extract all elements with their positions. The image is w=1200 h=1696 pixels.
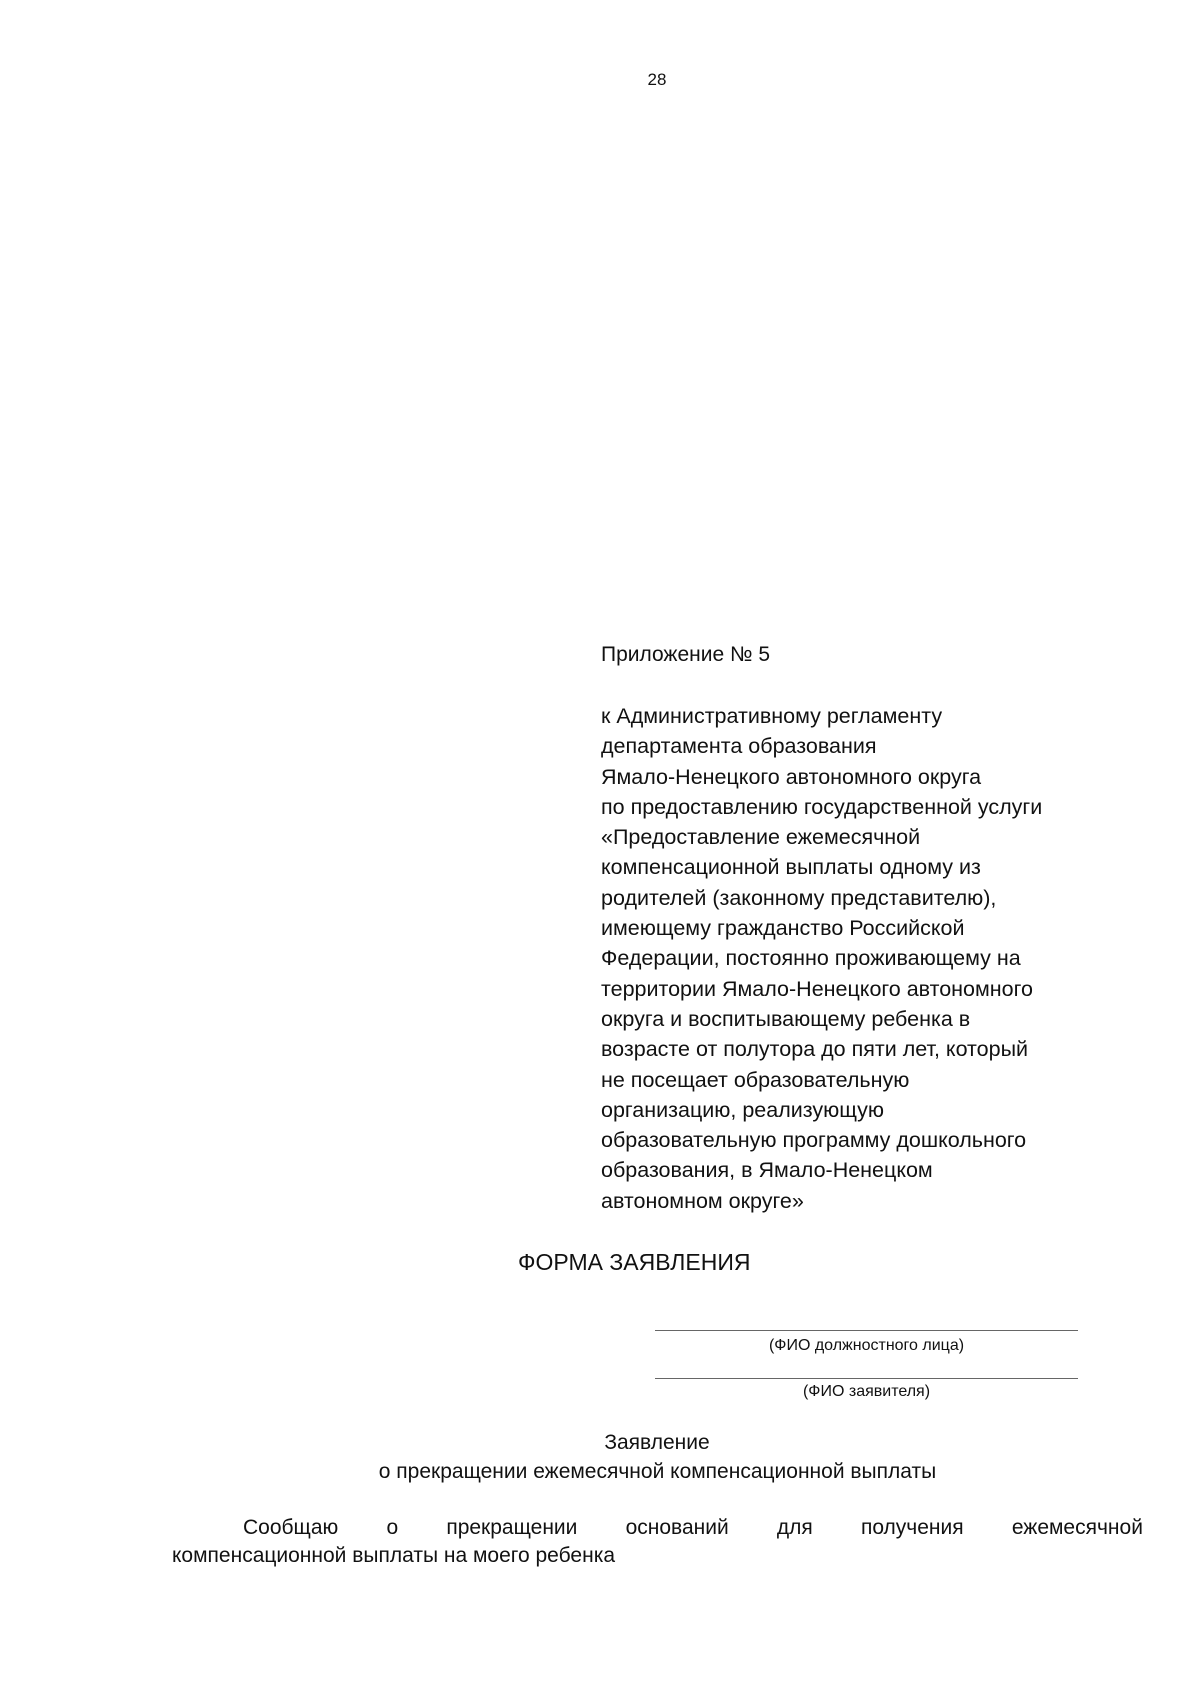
paragraph-line-1 xyxy=(172,1514,1143,1542)
paragraph-word: ежемесячной xyxy=(1011,1516,1143,1539)
paragraph-line-2: компенсационной выплаты на моего ребенка xyxy=(172,1544,616,1567)
appendix-line: организацию, реализующую xyxy=(601,1097,885,1122)
form-title: ФОРМА ЗАЯВЛЕНИЯ xyxy=(518,1249,751,1275)
paragraph-word: оснований xyxy=(625,1516,729,1539)
appendix-line: по предоставлению государственной услуги xyxy=(601,794,1043,819)
appendix-line: округа и воспитывающему ребенка в xyxy=(601,1006,971,1031)
appendix-line: компенсационной выплаты одному из xyxy=(601,855,981,880)
statement-title: Заявление xyxy=(604,1431,710,1454)
appendix-line: Федерации, постоянно проживающему на xyxy=(601,946,1021,971)
paragraph-word: о xyxy=(386,1516,399,1539)
appendix-line: возрасте от полутора до пяти лет, который xyxy=(601,1037,1029,1062)
statement-subtitle: о прекращении ежемесячной компенсационной выплаты xyxy=(378,1460,937,1483)
appendix-line: Ямало-Ненецкого автономного округа xyxy=(601,764,982,789)
appendix-reference xyxy=(601,701,1042,1216)
page-number: 28 xyxy=(647,70,667,89)
appendix-line: не посещает образовательную xyxy=(601,1067,910,1092)
appendix-line: автономном округе» xyxy=(601,1188,804,1213)
appendix-line: образовательную программу дошкольного xyxy=(601,1128,1027,1153)
appendix-line: имеющему гражданство Российской xyxy=(601,916,965,941)
paragraph-word: прекращении xyxy=(446,1516,578,1539)
paragraph-word: Сообщаю xyxy=(243,1516,339,1539)
official-name-line xyxy=(655,1330,1078,1331)
applicant-name-line xyxy=(655,1378,1078,1379)
paragraph-word: получения xyxy=(860,1516,964,1539)
applicant-name-label: (ФИО заявителя) xyxy=(802,1383,931,1400)
paragraph-word: для xyxy=(776,1516,813,1539)
appendix-line: образования, в Ямало-Ненецком xyxy=(601,1158,933,1183)
appendix-line: «Предоставление ежемесячной xyxy=(601,825,921,850)
statement-paragraph xyxy=(172,1514,1143,1570)
appendix-line: территории Ямало-Ненецкого автономного xyxy=(601,976,1033,1001)
appendix-line: родителей (законному представителю), xyxy=(601,885,997,910)
appendix-title: Приложение № 5 xyxy=(601,643,771,666)
official-name-label: (ФИО должностного лица) xyxy=(768,1337,965,1354)
appendix-line: к Административному регламенту xyxy=(601,704,943,728)
appendix-line: департамента образования xyxy=(601,734,877,759)
